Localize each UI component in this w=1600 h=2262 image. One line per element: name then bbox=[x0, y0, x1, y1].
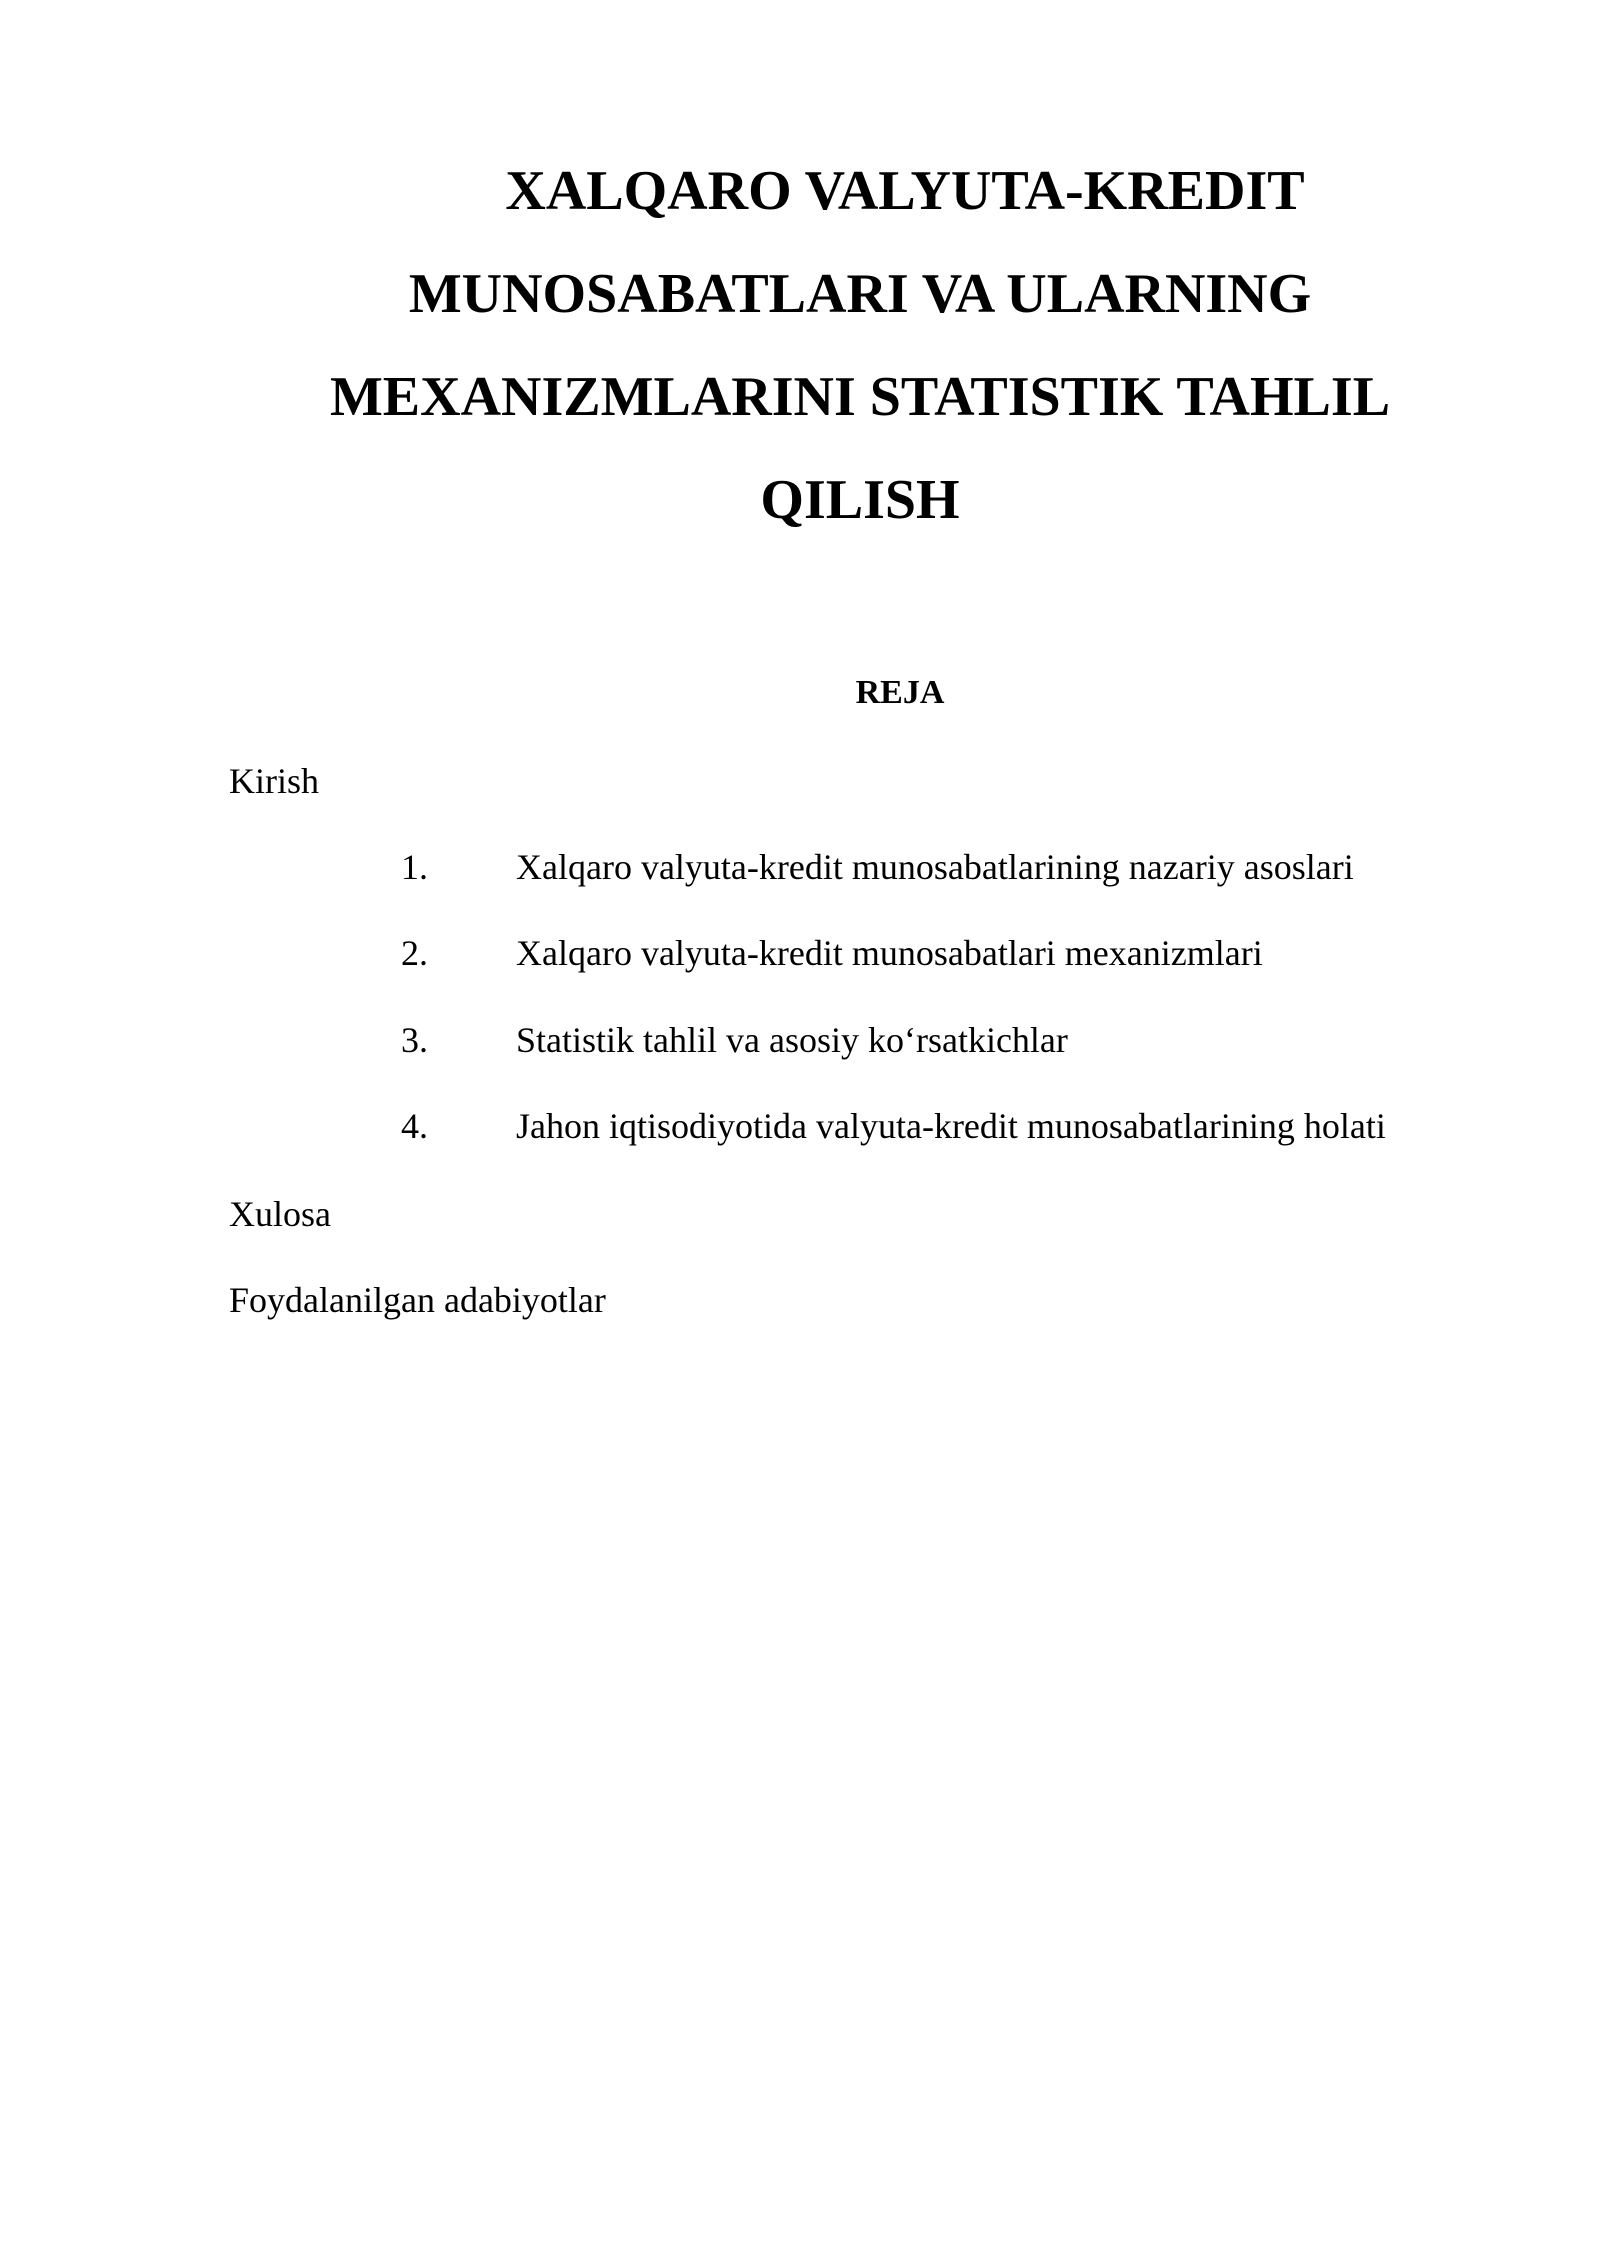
title-line-4: QILISH bbox=[760, 469, 960, 531]
title-line-3: MEXANIZMLARINI STATISTIK TAHLIL bbox=[329, 366, 1391, 428]
title-line-1: XALQARO VALYUTA-KREDIT bbox=[505, 160, 1305, 222]
toc-item-text: Statistik tahlil va asosiy ko‘rsatkichlar bbox=[516, 1020, 1068, 1060]
toc-item-text: Jahon iqtisodiyotida valyuta-kredit munosabatlarining holati bbox=[516, 1106, 1386, 1146]
toc-item-number: 2. bbox=[401, 933, 428, 973]
toc-item-text: Xalqaro valyuta-kredit munosabatlari mexanizmlari bbox=[516, 933, 1263, 973]
toc-item-4 bbox=[0, 1103, 1600, 1149]
document-title bbox=[280, 140, 1440, 552]
toc-references: Foydalanilgan adabiyotlar bbox=[229, 1280, 606, 1320]
toc-item-number: 1. bbox=[401, 847, 428, 887]
toc-item-2 bbox=[0, 930, 1600, 976]
plan-heading: REJA bbox=[855, 674, 945, 711]
toc-conclusion: Xulosa bbox=[229, 1194, 331, 1234]
toc-item-1 bbox=[0, 844, 1600, 890]
toc-item-number: 3. bbox=[401, 1020, 428, 1060]
toc-item-text: Xalqaro valyuta-kredit munosabatlarining nazariy asoslari bbox=[516, 847, 1354, 887]
toc-item-number: 4. bbox=[401, 1106, 428, 1146]
title-line-2: MUNOSABATLARI VA ULARNING bbox=[408, 263, 1312, 325]
toc-item-3 bbox=[0, 1017, 1600, 1063]
toc-intro: Kirish bbox=[229, 761, 319, 801]
